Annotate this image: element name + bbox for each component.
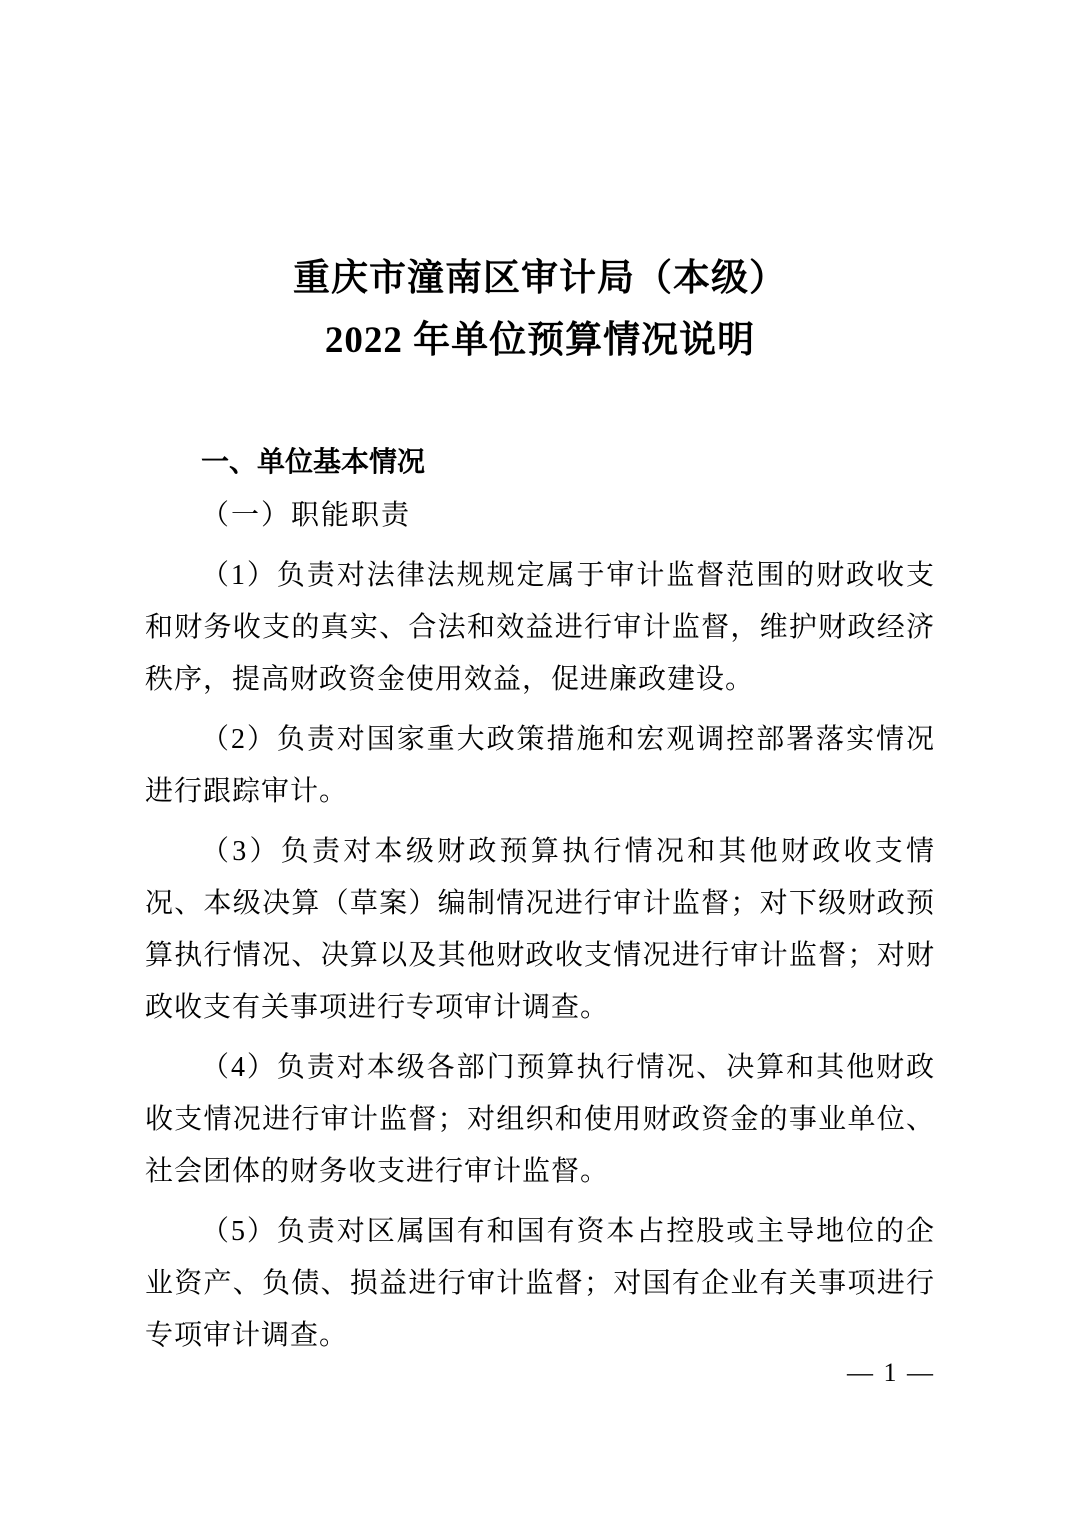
paragraph-duty-5: （5）负责对区属国有和国有资本占控股或主导地位的企业资产、负债、损益进行审计监督；对国有企业有关事项进行专项审计调查。: [145, 1216, 935, 1351]
paragraph-duty-4: （4）负责对本级各部门预算执行情况、决算和其他财政收支情况进行审计监督；对组织和使用财政资金的事业单位、社会团体的财务收支进行审计监督。: [145, 1052, 935, 1187]
title-line-2: 2022 年单位预算情况说明: [324, 320, 756, 361]
paragraph-duty-2: （2）负责对国家重大政策措施和宏观调控部署落实情况进行跟踪审计。: [145, 724, 935, 807]
section-heading-unit-basic-info: 一、单位基本情况: [201, 446, 426, 477]
page-number: — 1 —: [847, 1358, 935, 1387]
title-line-1: 重庆市潼南区审计局（本级）: [293, 258, 787, 299]
subsection-heading-duties: （一）职能职责: [201, 500, 412, 531]
paragraph-duty-3: （3）负责对本级财政预算执行情况和其他财政收支情况、本级决算（草案）编制情况进行审计监督；对下级财政预算执行情况、决算以及其他财政收支情况进行审计监督；对财政收支有关事项进行专项审计调查。: [145, 836, 935, 1023]
document-title: [145, 248, 935, 372]
paragraph-duty-1: （1）负责对法律法规规定属于审计监督范围的财政收支和财务收支的真实、合法和效益进行审计监督，维护财政经济秩序，提高财政资金使用效益，促进廉政建设。: [145, 560, 935, 695]
